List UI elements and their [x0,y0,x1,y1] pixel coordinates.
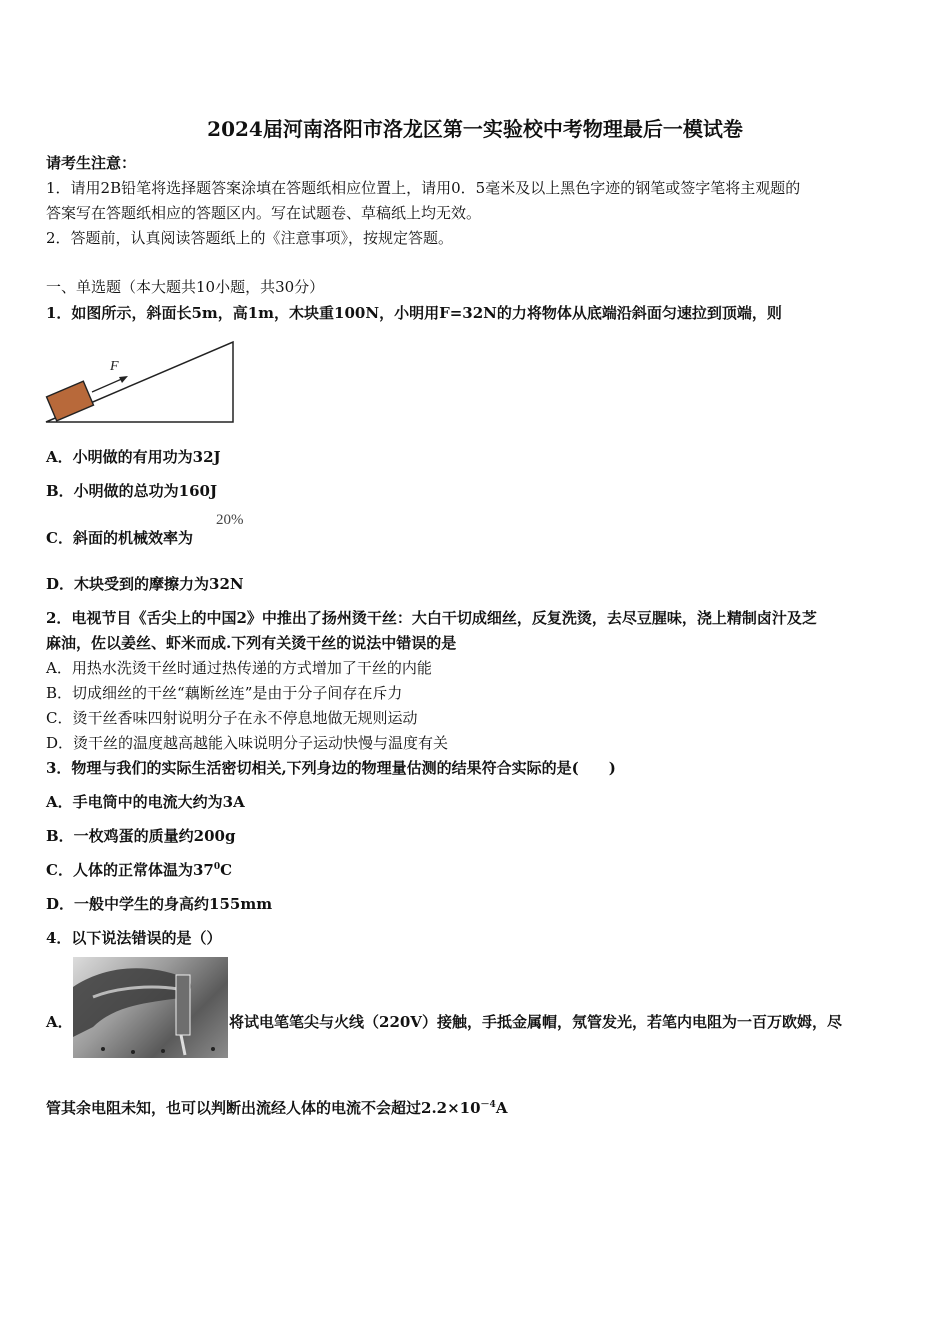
q3-option-b: B．一枚鸡蛋的质量约200g [46,827,236,845]
test-pen-photo [73,957,228,1058]
incline-diagram [44,338,240,428]
q3-option-c-unit: C [220,861,233,879]
q4-option-a-text-2-main: 管其余电阻未知，也可以判断出流经人体的电流不会超过2.2×10 [46,1099,481,1117]
q2-stem-1: 2．电视节目《舌尖上的中国2》中推出了扬州烫干丝：大白干切成细丝，反复洗烫，去尽豆腥味，浇上精制卤汁及芝 [46,609,817,627]
q1-option-d: D．木块受到的摩擦力为32N [46,575,244,593]
q4-option-a-text-1: 将试电笔笔尖与火线（220V）接触，手抵金属帽，氖管发光，若笔内电阻为一百万欧姆，尽 [229,1013,842,1031]
q3-stem: 3．物理与我们的实际生活密切相关,下列身边的物理量估测的结果符合实际的是( ) [46,759,616,777]
test-pen-sketch [73,957,228,1058]
q1-option-c: C．斜面的机械效率为 [46,529,193,547]
notice-line-1b: 答案写在答题纸相应的答题区内。写在试题卷、草稿纸上均无效。 [46,204,482,222]
q2-stem-2: 麻油，佐以姜丝、虾米而成.下列有关烫干丝的说法中错误的是 [46,634,457,652]
notice-line-1a: 1．请用2B铅笔将选择题答案涂填在答题纸相应位置上，请用0．5毫米及以上黑色字迹的钢笔或签字笔将主观题的 [46,179,801,197]
notice-line-2: 2．答题前，认真阅读答题纸上的《注意事项》，按规定答题。 [46,229,454,247]
section-heading: 一、单选题（本大题共10小题，共30分） [46,278,325,296]
q4-stem: 4．以下说法错误的是（） [46,929,222,947]
q1-option-c-value: 20% [216,512,244,528]
q1-option-b: B．小明做的总功为160J [46,482,218,500]
q1-stem: 1．如图所示，斜面长5m，高1m，木块重100N，小明用F=32N的力将物体从底端沿斜面匀速拉到顶端，则 [46,304,782,322]
q4-option-a-label: A． [46,1013,73,1031]
force-arrowhead [119,376,128,383]
q2-option-c: C．烫干丝香味四射说明分子在永不停息地做无规则运动 [46,709,418,727]
q2-option-d: D．烫干丝的温度越高越能入味说明分子运动快慢与温度有关 [46,734,449,752]
q2-option-b: B．切成细丝的干丝“藕断丝连”是由于分子间存在斥力 [46,684,403,702]
q3-option-c-text: C．人体的正常体温为37 [46,861,214,879]
wood-block [47,381,94,421]
page-title: 2024届河南洛阳市洛龙区第一实验校中考物理最后一模试卷 [207,117,743,141]
q4-option-a-exponent: －4 [480,1100,496,1110]
q3-option-d: D．一般中学生的身高约155mm [46,895,273,913]
q4-option-a-unit: A [495,1099,508,1117]
q1-option-a: A．小明做的有用功为32J [46,448,221,466]
notice-heading: 请考生注意： [46,154,137,172]
q2-option-a: A．用热水洗烫干丝时通过热传递的方式增加了干丝的内能 [46,659,432,677]
force-label: F [110,359,119,374]
q3-option-c-sup: 0 [213,862,221,872]
q3-option-a: A．手电筒中的电流大约为3A [46,793,245,811]
q4-option-a-text-2 [46,1097,507,1118]
q3-option-c [46,859,232,880]
